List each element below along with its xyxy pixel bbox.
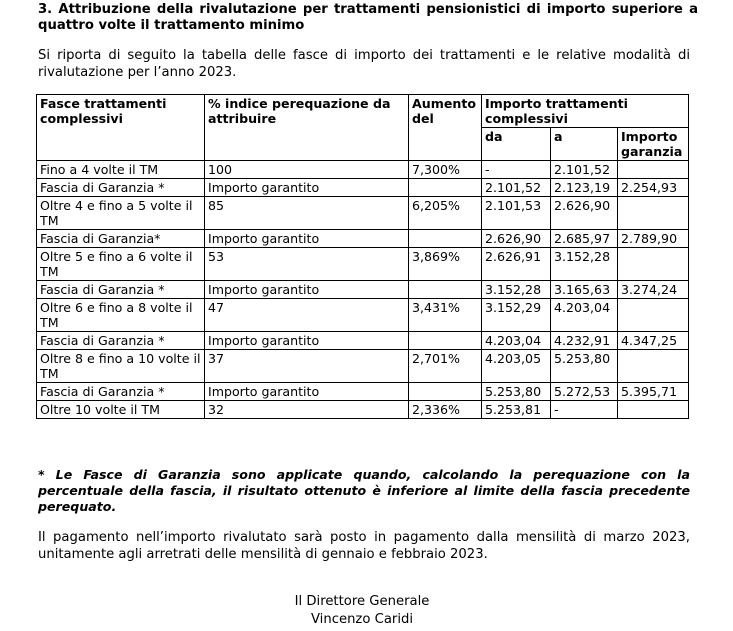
cell-a: - [551,401,618,419]
table-row [37,350,689,383]
cell-da: 2.101,52 [482,179,551,197]
cell-aumento [409,281,482,299]
header-fasce: Fasce trattamenti complessivi [37,95,205,161]
table-row [37,197,689,230]
cell-fasce: Oltre 10 volte il TM [37,401,205,419]
cell-a: 2.123,19 [551,179,618,197]
cell-aumento [409,230,482,248]
cell-indice: 53 [205,248,409,281]
intro-paragraph: Si riporta di seguito la tabella delle fasce di importo dei trattamenti e le relative modalità di rivalutazione per l’anno 2023. [38,48,690,80]
cell-a: 2.685,97 [551,230,618,248]
cell-indice: Importo garantito [205,332,409,350]
cell-fasce: Fascia di Garanzia * [37,332,205,350]
cell-garanzia: 4.347,25 [618,332,689,350]
revaluation-table [36,94,689,419]
cell-a: 2.101,52 [551,161,618,179]
table-row [37,299,689,332]
cell-garanzia: 5.395,71 [618,383,689,401]
cell-a: 4.203,04 [551,299,618,332]
cell-fasce: Fascia di Garanzia * [37,281,205,299]
table-row [37,401,689,419]
cell-indice: Importo garantito [205,383,409,401]
cell-indice: Importo garantito [205,179,409,197]
cell-indice: 85 [205,197,409,230]
cell-da: 3.152,29 [482,299,551,332]
table-row [37,248,689,281]
cell-indice: 32 [205,401,409,419]
cell-garanzia [618,161,689,179]
header-aumento: Aumento del [409,95,482,161]
signature-name: Vincenzo Caridi [310,612,414,627]
table-row [37,179,689,197]
cell-indice: 37 [205,350,409,383]
cell-a: 3.165,63 [551,281,618,299]
signature-block [250,593,474,629]
section-heading: 3. Attribuzione della rivalutazione per trattamenti pensionistici di importo superiore a quattro volte il trattamento minimo [38,2,698,33]
cell-fasce: Oltre 6 e fino a 8 volte il TM [37,299,205,332]
cell-garanzia: 3.274,24 [618,281,689,299]
cell-a: 3.152,28 [551,248,618,281]
cell-a: 2.626,90 [551,197,618,230]
cell-aumento: 7,300% [409,161,482,179]
table-row [37,332,689,350]
cell-da: 5.253,81 [482,401,551,419]
cell-garanzia: 2.254,93 [618,179,689,197]
cell-a: 5.272,53 [551,383,618,401]
table-row [37,383,689,401]
cell-garanzia [618,197,689,230]
cell-da: 3.152,28 [482,281,551,299]
cell-aumento: 3,869% [409,248,482,281]
cell-fasce: Fino a 4 volte il TM [37,161,205,179]
footnote: * Le Fasce di Garanzia sono applicate quando, calcolando la perequazione con la percentuale della fascia, il risultato ottenuto è inferiore al limite della fascia precedente perequato. [38,467,690,514]
cell-fasce: Oltre 8 e fino a 10 volte il TM [37,350,205,383]
cell-a: 4.232,91 [551,332,618,350]
table-row [37,281,689,299]
cell-garanzia [618,401,689,419]
cell-da: 2.101,53 [482,197,551,230]
signature-title: Il Direttore Generale [294,594,430,609]
cell-da: - [482,161,551,179]
table-row [37,230,689,248]
header-indice: % indice perequazione da attribuire [205,95,409,161]
cell-fasce: Fascia di Garanzia * [37,383,205,401]
header-da: da [482,128,551,161]
cell-da: 2.626,91 [482,248,551,281]
payment-paragraph: Il pagamento nell’importo rivalutato sarà posto in pagamento dalla mensilità di marzo 2023, unitamente agli arretrati delle mensilità di gennaio e febbraio 2023. [38,530,690,562]
cell-garanzia: 2.789,90 [618,230,689,248]
cell-fasce: Fascia di Garanzia * [37,179,205,197]
cell-da: 4.203,04 [482,332,551,350]
cell-indice: Importo garantito [205,230,409,248]
cell-aumento: 3,431% [409,299,482,332]
cell-garanzia [618,248,689,281]
cell-fasce: Fascia di Garanzia* [37,230,205,248]
table-row [37,161,689,179]
cell-aumento [409,383,482,401]
cell-aumento [409,179,482,197]
cell-da: 2.626,90 [482,230,551,248]
table-header-row [37,95,689,128]
header-importo: Importo trattamenti complessivi [482,95,689,128]
cell-fasce: Oltre 5 e fino a 6 volte il TM [37,248,205,281]
cell-fasce: Oltre 4 e fino a 5 volte il TM [37,197,205,230]
cell-indice: 47 [205,299,409,332]
cell-da: 4.203,05 [482,350,551,383]
cell-aumento: 2,336% [409,401,482,419]
cell-indice: Importo garantito [205,281,409,299]
cell-aumento: 2,701% [409,350,482,383]
cell-aumento [409,332,482,350]
cell-indice: 100 [205,161,409,179]
cell-da: 5.253,80 [482,383,551,401]
header-garanzia: Importo garanzia [618,128,689,161]
header-a: a [551,128,618,161]
cell-garanzia [618,299,689,332]
cell-aumento: 6,205% [409,197,482,230]
cell-garanzia [618,350,689,383]
cell-a: 5.253,80 [551,350,618,383]
